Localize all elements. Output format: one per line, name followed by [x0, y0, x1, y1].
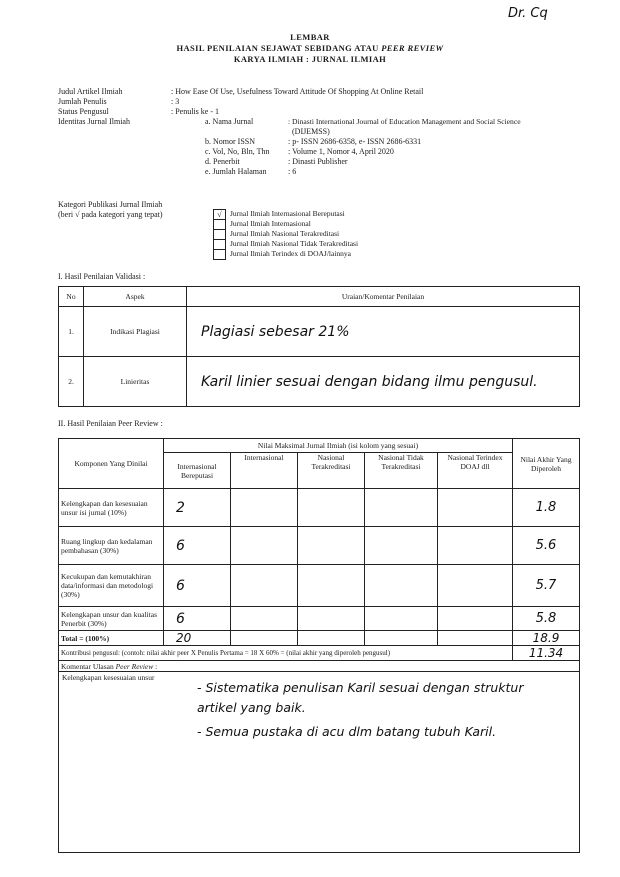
row-komentar: Karil linier sesuai dengan bidang ilmu pengusul. [187, 357, 580, 407]
cell-empty [231, 489, 298, 527]
table-row [59, 565, 580, 607]
col-group: Nilai Maksimal Jurnal Ilmiah (isi kolom yang sesuai) [164, 439, 513, 453]
cell-empty [438, 607, 513, 631]
row-max: 2 [164, 489, 231, 527]
kategori-option-label: Jurnal Ilmiah Nasional Terakreditasi [230, 229, 340, 239]
row-aspek: Indikasi Plagiasi [84, 307, 187, 357]
table-row [59, 527, 580, 565]
kategori-option-label: Jurnal Ilmiah Nasional Tidak Terakreditasi [230, 239, 359, 249]
identitas-row-label: e. Jumlah Halaman [205, 167, 267, 176]
row-final: 1.8 [513, 489, 580, 527]
kontribusi-row [59, 646, 580, 661]
doc-title-line2-text: HASIL PENILAIAN SEJAWAT SEBIDANG ATAU [176, 43, 382, 53]
komentar-label-text: Komentar Ulasan [61, 661, 116, 671]
komentar-row [59, 672, 580, 853]
row-komponen: Kelengkapan dan kesesuaian unsur isi jurnal (10%) [59, 489, 164, 527]
row-final: 5.7 [513, 565, 580, 607]
row-max: 6 [164, 565, 231, 607]
cell-empty [298, 489, 365, 527]
section1-title: I. Hasil Penilaian Validasi : [58, 272, 146, 281]
kategori-option[interactable] [213, 249, 358, 259]
validasi-table [58, 286, 580, 407]
identitas-row-value: : p- ISSN 2686-6358, e- ISSN 2686-6331 [288, 137, 422, 146]
col-uraian: Uraian/Komentar Penilaian [187, 287, 580, 307]
total-label: Total = (100%) [59, 631, 164, 646]
corner-note: Dr. Cq [508, 6, 548, 21]
cell-empty [298, 631, 365, 646]
cell-empty [231, 565, 298, 607]
komentar-header-row [59, 661, 580, 672]
cell-empty [365, 565, 438, 607]
identitas-row-value: : Dinasti International Journal of Education Management and Social Science [288, 117, 521, 126]
komentar-label: Komentar Ulasan Peer Review : [59, 661, 580, 672]
cell-empty [365, 631, 438, 646]
row-final: 5.6 [513, 527, 580, 565]
kontribusi-value: 11.34 [513, 646, 580, 661]
cell-empty [438, 565, 513, 607]
col-komponen: Komponen Yang Dinilai [59, 439, 164, 489]
subcol: Internasional Bereputasi [164, 453, 231, 489]
kategori-option-label: Jurnal Ilmiah Internasional Bereputasi [230, 209, 345, 219]
subcol: Internasional [231, 453, 298, 489]
cell-empty [438, 527, 513, 565]
identitas-row-value: : Volume 1, Nomor 4, April 2020 [288, 147, 394, 156]
kategori-option[interactable] [213, 229, 358, 239]
kategori-hint: (beri √ pada kategori yang tepat) [58, 210, 163, 219]
col-aspek: Aspek [84, 287, 187, 307]
kategori-title: Kategori Publikasi Jurnal Ilmiah [58, 200, 163, 209]
cell-empty [231, 607, 298, 631]
row-final: 5.8 [513, 607, 580, 631]
row-max: 6 [164, 607, 231, 631]
kategori-option-label: Jurnal Ilmiah Internasional [230, 219, 311, 229]
kategori-option[interactable] [213, 209, 358, 219]
row-komentar: Plagiasi sebesar 21% [187, 307, 580, 357]
section2-title: II. Hasil Penilaian Peer Review : [58, 419, 163, 428]
row-komponen: Kecukupan dan kemutakhiran data/informasi dan metodologi (30%) [59, 565, 164, 607]
identitas-row-label: a. Nama Jurnal [205, 117, 254, 126]
identitas-row-value: : 6 [288, 167, 297, 176]
row-max: 6 [164, 527, 231, 565]
doc-title-line2 [0, 43, 620, 53]
row-aspek: Linieritas [84, 357, 187, 407]
row-no: 1. [59, 307, 84, 357]
identitas-row-value: (DIJEMSS) [292, 127, 330, 136]
komentar-line: - Semua pustaka di acu dlm batang tubuh Karil. [197, 724, 497, 739]
komentar-row-label: Kelengkapan kesesuaian unsur [62, 673, 155, 682]
kategori-options [213, 209, 358, 259]
cell-empty [365, 527, 438, 565]
peer-review-table [58, 438, 580, 853]
table-row [59, 607, 580, 631]
identitas-row-label: d. Penerbit [205, 157, 240, 166]
identitas-label: Identitas Jurnal Ilmiah [58, 117, 130, 126]
komentar-cell [59, 672, 580, 853]
cell-empty [298, 565, 365, 607]
col-final: Nilai Akhir Yang Diperoleh [513, 439, 580, 489]
doc-title-line3: KARYA ILMIAH : JURNAL ILMIAH [233, 54, 387, 64]
komentar-label-italic: Peer Review [115, 661, 154, 671]
kategori-option-label: Jurnal Ilmiah Terindex di DOAJ/lainnya [230, 249, 351, 259]
row-komponen: Ruang lingkup dan kedalaman pembahasan (30%) [59, 527, 164, 565]
row-komponen: Kelengkapan unsur dan kualitas Penerbit (30%) [59, 607, 164, 631]
checkbox[interactable]: √ [213, 209, 226, 220]
status-label: Status Pengusul [58, 107, 109, 116]
subcol: Nasional Terakreditasi [298, 453, 365, 489]
kontribusi-label: Kontribusi pengusul: (contoh: nilai akhir peer X Penulis Pertama = 18 X 60% = (nilai akhir yang diperoleh pengusul) [59, 646, 513, 661]
identitas-row-label: b. Nomor ISSN [205, 137, 256, 146]
jumlah-label: Jumlah Penulis [58, 97, 107, 106]
cell-empty [438, 631, 513, 646]
doc-title-line2-italic: PEER REVIEW [381, 43, 444, 53]
cell-empty [298, 527, 365, 565]
table-row [59, 357, 580, 407]
cell-empty [298, 607, 365, 631]
cell-empty [231, 631, 298, 646]
status-value: : Penulis ke - 1 [171, 107, 219, 116]
table-row [59, 489, 580, 527]
judul-label: Judul Artikel Ilmiah [58, 87, 123, 96]
table-row [59, 307, 580, 357]
subcol: Nasional Tidak Terakreditasi [365, 453, 438, 489]
subcol: Nasional Terindex DOAJ dll [438, 453, 513, 489]
identitas-row-label: c. Vol, No, Bln, Thn [205, 147, 270, 156]
total-row [59, 631, 580, 646]
cell-empty [365, 489, 438, 527]
cell-empty [365, 607, 438, 631]
identitas-row-value: : Dinasti Publisher [288, 157, 348, 166]
col-no: No [59, 287, 84, 307]
komentar-line: - Sistematika penulisan Karil sesuai dengan struktur artikel yang baik. [197, 680, 524, 715]
kategori-option[interactable] [213, 219, 358, 229]
total-max: 20 [164, 631, 231, 646]
checkbox[interactable] [213, 249, 226, 260]
row-no: 2. [59, 357, 84, 407]
kategori-option[interactable] [213, 239, 358, 249]
cell-empty [438, 489, 513, 527]
doc-title-line1: LEMBAR [290, 32, 330, 42]
judul-value: : How Ease Of Use, Usefulness Toward Attitude Of Shopping At Online Retail [171, 87, 424, 96]
jumlah-value: : 3 [171, 97, 180, 106]
cell-empty [231, 527, 298, 565]
total-final: 18.9 [513, 631, 580, 646]
